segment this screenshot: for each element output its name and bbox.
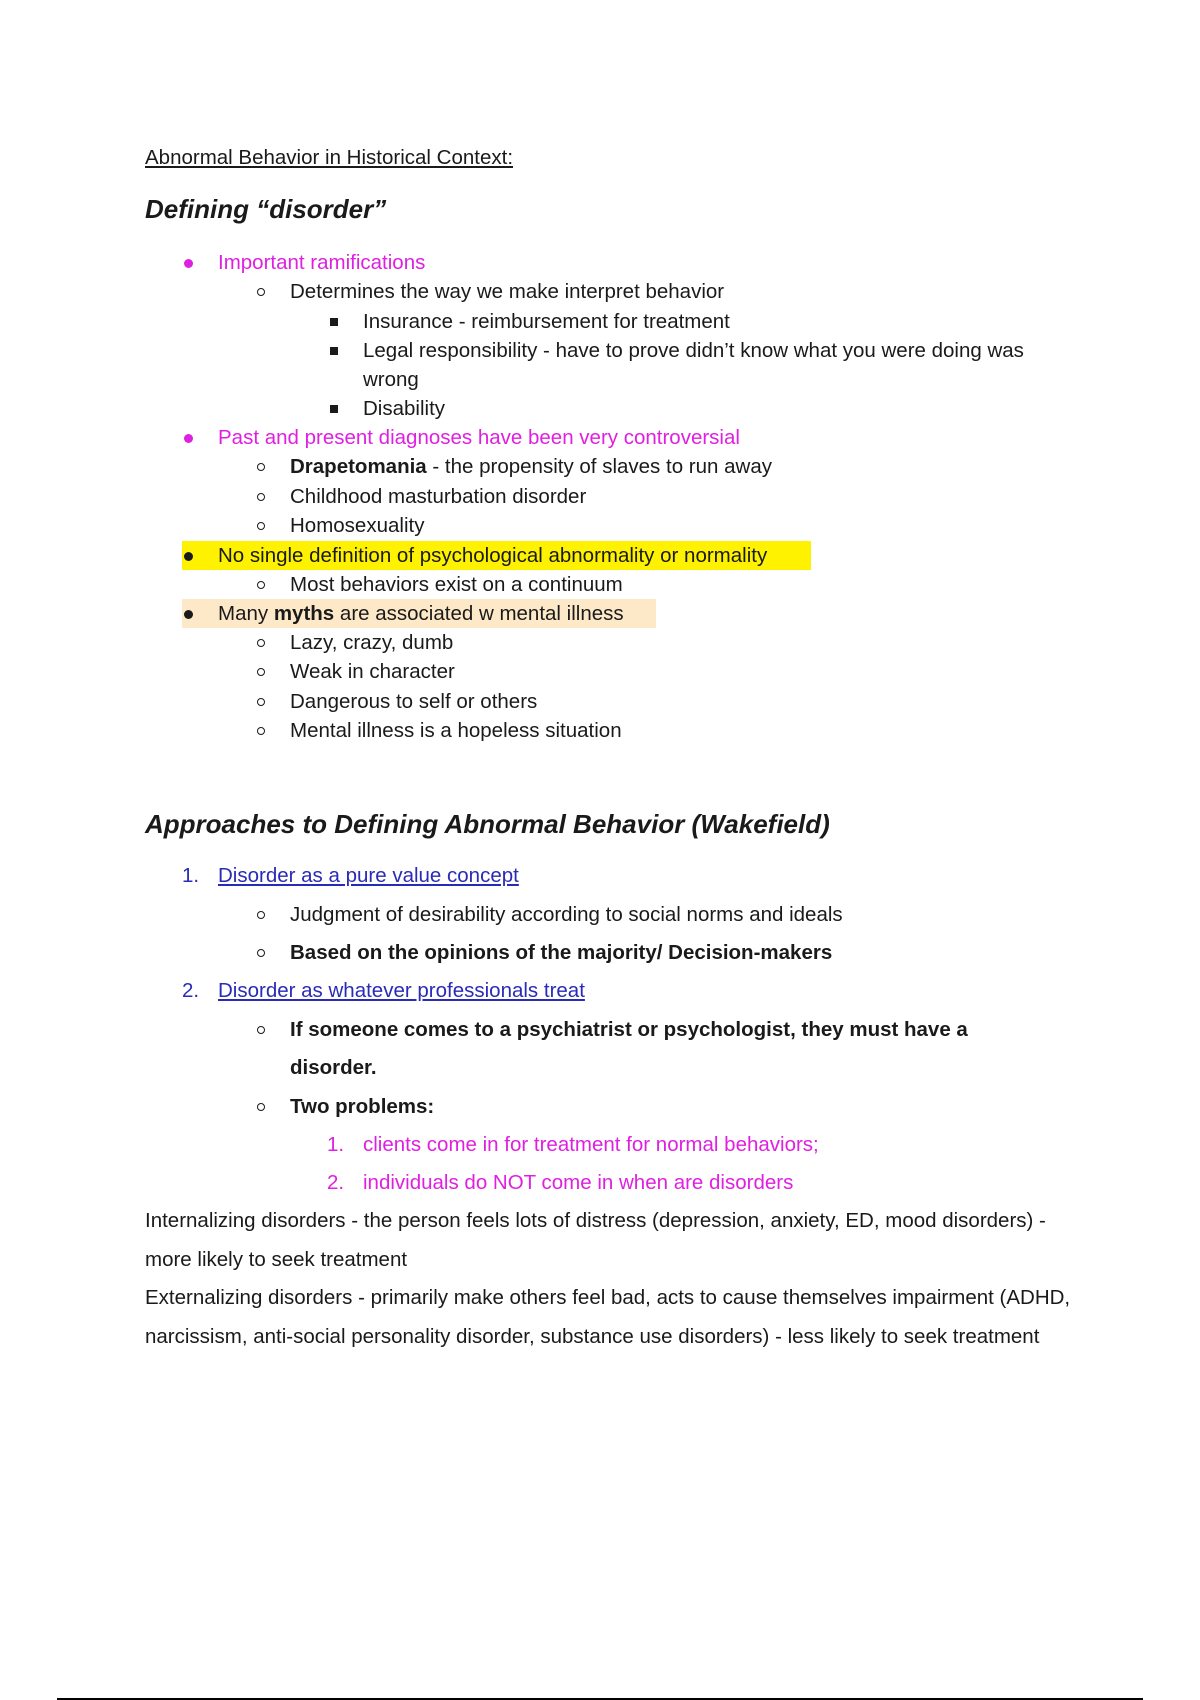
drapetomania-definition: - the propensity of slaves to run away (426, 455, 772, 478)
paragraph-internalizing: Internalizing disorders - the person feels lots of distress (depression, anxiety, ED, mood disorders) - more likely to seek treatment (145, 1209, 1046, 1271)
bullet-disc-icon (184, 610, 193, 619)
link-disorder-professionals-treat[interactable]: Disorder as whatever professionals treat (218, 979, 585, 1002)
bullet-circle-icon (257, 668, 265, 676)
sub-item: Weak in character (290, 660, 455, 683)
myths-post: are associated w mental illness (334, 602, 624, 625)
bullet-important-ramifications: Important ramifications (218, 251, 426, 274)
sub-item: Determines the way we make interpret behavior (290, 280, 725, 303)
sub-item: Childhood masturbation disorder (290, 485, 587, 508)
bullet-circle-icon (257, 698, 265, 706)
sub-item: Dangerous to self or others (290, 690, 538, 713)
bullet-circle-icon (257, 727, 265, 735)
sub-item-bold: If someone comes to a psychiatrist or psychologist, they must have a (290, 1018, 968, 1041)
numbered-index: 1. (327, 1133, 345, 1156)
bullet-disc-icon (184, 552, 193, 561)
bullet-no-single-definition: No single definition of psychological abnormality or normality (218, 544, 768, 567)
paragraph-externalizing: Externalizing disorders - primarily make others feel bad, acts to cause themselves impairment (ADHD, narcissism, anti-social personality disorder, substance use disorders) - less likely to seek treatment (145, 1286, 1071, 1348)
sub-item: Lazy, crazy, dumb (290, 631, 454, 654)
sub-sub-item: Disability (363, 397, 446, 420)
bullet-circle-icon (257, 493, 265, 501)
bullet-disc-icon (184, 259, 193, 268)
section-heading-defining-disorder: Defining “disorder” (145, 194, 387, 224)
bullet-circle-icon (257, 581, 265, 589)
numbered-index: 2. (327, 1171, 345, 1194)
sub-sub-item: Insurance - reimbursement for treatment (363, 310, 730, 333)
bullet-circle-icon (257, 522, 265, 530)
myths-bold: myths (273, 602, 335, 625)
problem-item: clients come in for treatment for normal behaviors; (363, 1133, 819, 1156)
myths-pre: Many (218, 602, 274, 625)
sub-sub-item-continuation: wrong (363, 368, 419, 391)
link-disorder-pure-value-concept[interactable]: Disorder as a pure value concept (218, 864, 519, 887)
bullet-square-icon (330, 347, 338, 355)
bullet-circle-icon (257, 288, 265, 296)
numbered-index: 1. (182, 864, 200, 887)
sub-item: Homosexuality (290, 514, 425, 537)
bullet-circle-icon (257, 463, 265, 471)
top-title: Abnormal Behavior in Historical Context: (145, 146, 514, 169)
sub-item: Most behaviors exist on a continuum (290, 573, 623, 596)
bullet-disc-icon (184, 434, 193, 443)
section-heading-approaches: Approaches to Defining Abnormal Behavior (Wakefield) (145, 809, 830, 839)
sub-sub-item: Legal responsibility - have to prove didn’t know what you were doing was (363, 339, 1024, 362)
bullet-circle-icon (257, 1103, 265, 1111)
bullet-square-icon (330, 318, 338, 326)
drapetomania-term: Drapetomania (290, 455, 427, 478)
bullet-myths (218, 600, 624, 628)
sub-item-bold: Based on the opinions of the majority/ Decision-makers (290, 941, 833, 964)
bullet-square-icon (330, 405, 338, 413)
bullet-circle-icon (257, 911, 265, 919)
sub-item-bold-continuation: disorder. (290, 1056, 377, 1079)
numbered-index: 2. (182, 979, 200, 1002)
bullet-circle-icon (257, 1026, 265, 1034)
bullet-circle-icon (257, 949, 265, 957)
bullet-controversial-diagnoses: Past and present diagnoses have been very controversial (218, 426, 740, 449)
sub-item-drapetomania (290, 453, 772, 481)
problem-item: individuals do NOT come in when are disorders (363, 1171, 794, 1194)
sub-item-two-problems: Two problems: (290, 1095, 435, 1118)
sub-item: Judgment of desirability according to social norms and ideals (290, 903, 843, 926)
bullet-circle-icon (257, 639, 265, 647)
sub-item: Mental illness is a hopeless situation (290, 719, 622, 742)
